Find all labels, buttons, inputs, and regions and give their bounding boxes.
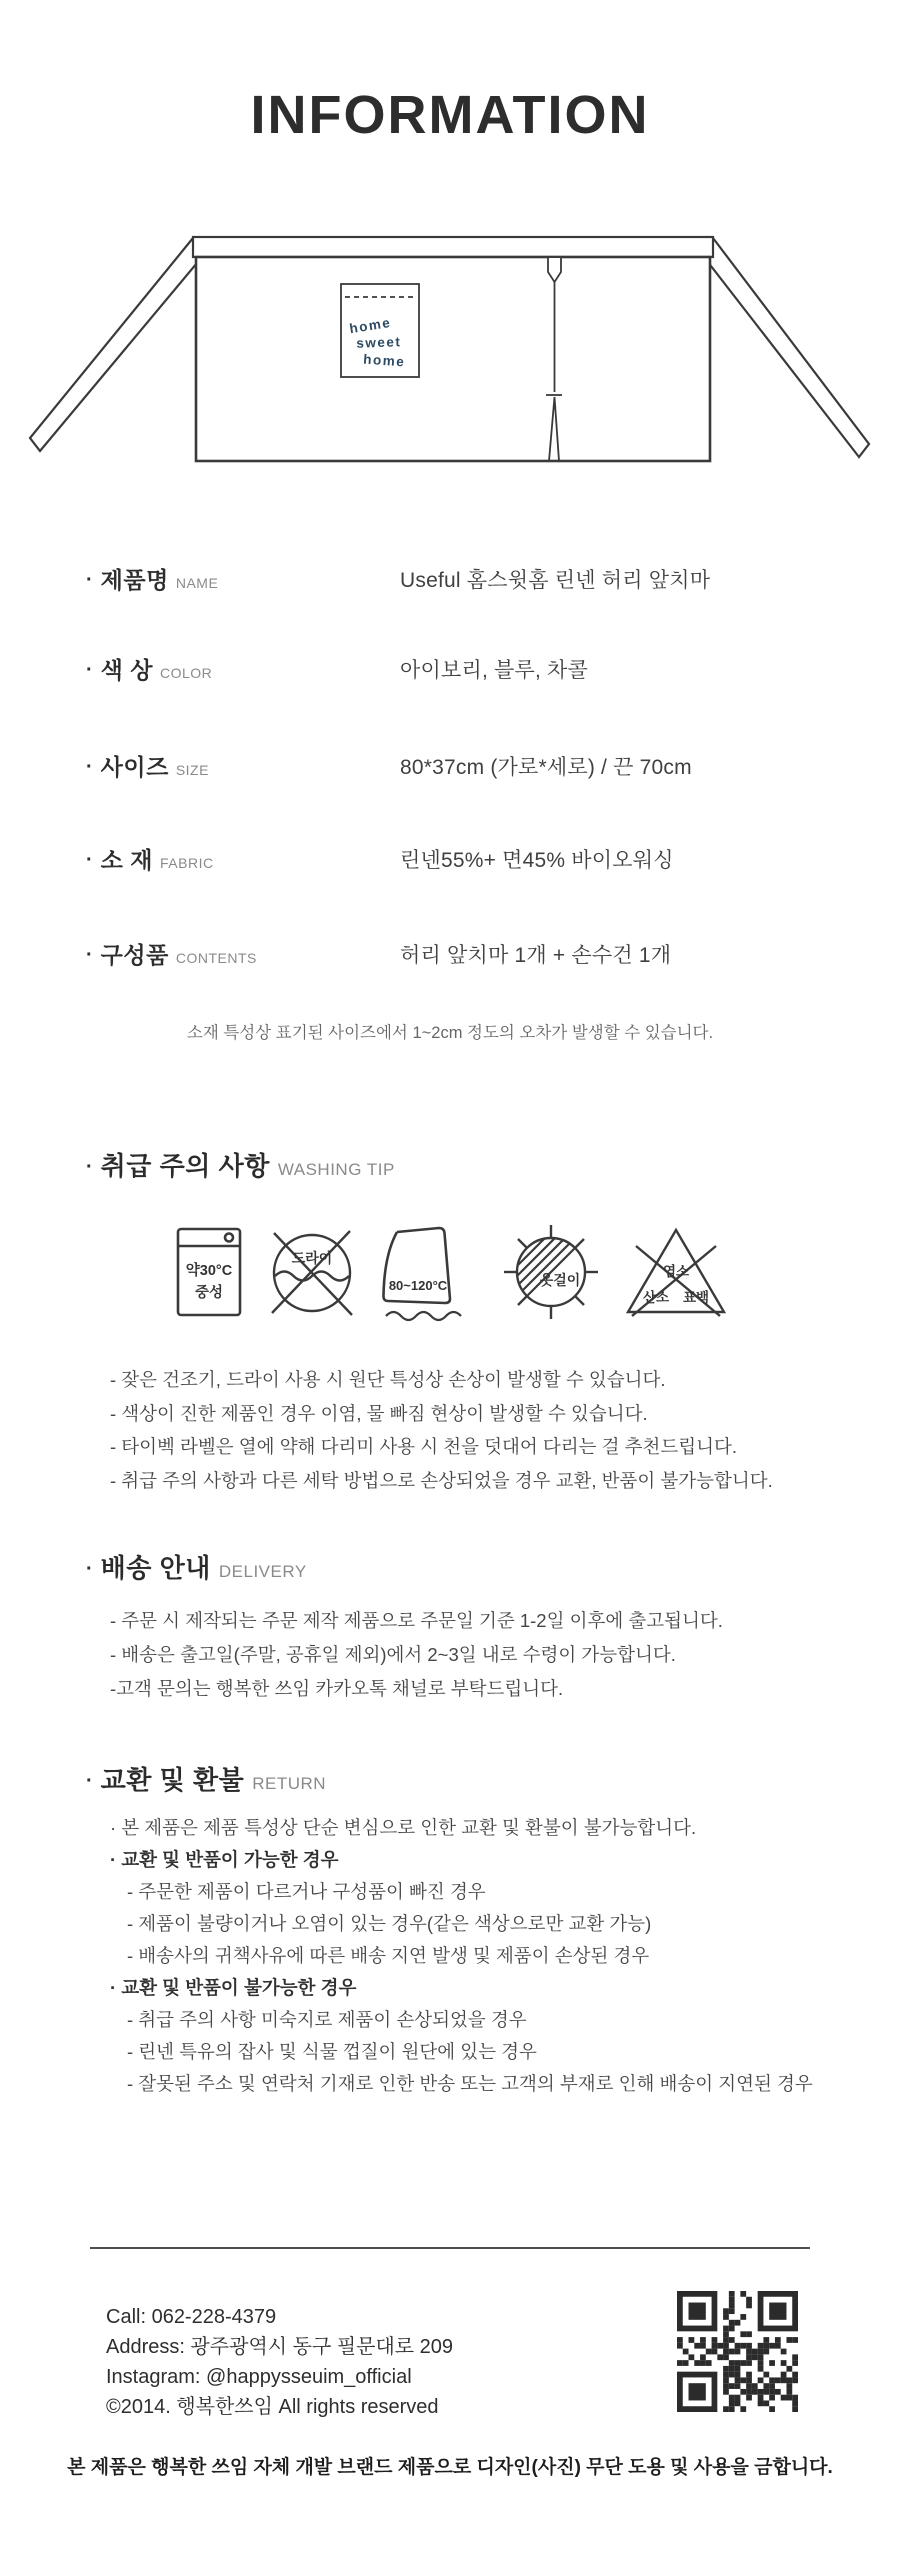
bullet: ·: [86, 944, 93, 966]
svg-text:sweet: sweet: [356, 334, 402, 351]
spec-label-en: COLOR: [160, 665, 213, 681]
bullet: ·: [86, 659, 93, 681]
footer-divider: [90, 2247, 810, 2249]
bullet: ·: [86, 849, 93, 871]
return-item: · 교환 및 반품이 가능한 경우: [110, 1849, 339, 1870]
return-policy-list: [110, 1812, 813, 2100]
apron-right-tie: [704, 238, 869, 457]
footer-address: Address: 광주광역시 동구 필문대로 209: [106, 2336, 454, 2358]
bullet: ·: [86, 1156, 93, 1178]
apron-waistband: [193, 237, 713, 257]
bullet: ·: [86, 1770, 93, 1792]
svg-text:home: home: [362, 351, 406, 370]
spec-row-name: [86, 562, 846, 596]
spec-label: 구성품: [100, 942, 169, 968]
washing-note: - 취급 주의 사항과 다른 세탁 방법으로 손상되었을 경우 교환, 반품이 불가능합니다.: [110, 1469, 773, 1491]
iron-temperature-icon: [381, 1220, 477, 1324]
washing-note: - 색상이 진한 제품인 경우 이염, 물 빠짐 현상이 발생할 수 있습니다.: [110, 1402, 648, 1424]
spec-row-color: [86, 652, 846, 686]
apron-illustration: [0, 218, 900, 484]
spec-row-contents: [86, 937, 846, 971]
washing-notes: [110, 1363, 773, 1497]
section-header-return: · 교환 및 환불 RETURN: [86, 1765, 327, 1795]
spec-label-en: NAME: [175, 575, 219, 591]
svg-text:home: home: [348, 314, 393, 337]
size-tolerance-note: 소재 특성상 표기된 사이즈에서 1~2cm 정도의 오차가 발생할 수 있습니다.: [186, 1024, 714, 1042]
spec-label: 색 상: [100, 657, 153, 683]
delivery-notes: [110, 1604, 723, 1706]
svg-text:산소: 산소: [642, 1290, 670, 1305]
section-header-washing: · 취급 주의 사항 WASHING TIP: [86, 1151, 395, 1181]
spec-value: Useful 홈스윗홈 린넨 허리 앞치마: [400, 569, 711, 592]
svg-text:염소: 염소: [662, 1264, 690, 1279]
delivery-note: - 배송은 출고일(주말, 공휴일 제외)에서 2~3일 내로 수령이 가능합니다.: [110, 1644, 676, 1665]
spec-value: 80*37cm (가로*세로) / 끈 70cm: [400, 756, 692, 779]
spec-value: 허리 앞치마 1개 + 손수건 1개: [400, 944, 672, 967]
section-header-delivery: · 배송 안내 DELIVERY: [86, 1553, 307, 1583]
page-title: INFORMATION: [250, 85, 650, 145]
spec-label-en: FABRIC: [160, 855, 214, 871]
spec-value: 린넨55%+ 면45% 바이오워싱: [400, 849, 674, 872]
apron-left-tie: [30, 238, 202, 451]
svg-text:약30°C: 약30°C: [185, 1263, 233, 1279]
return-item: - 주문한 제품이 다르거나 구성품이 빠진 경우: [127, 1881, 486, 1902]
no-dry-clean-icon: [266, 1225, 358, 1319]
return-item: - 린넨 특유의 잡사 및 식물 껍질이 원단에 있는 경우: [127, 2041, 537, 2062]
spec-label-en: CONTENTS: [175, 950, 257, 966]
washing-note: - 타이벡 라벨은 열에 약해 다리미 사용 시 천을 덧대어 다리는 걸 추천드립니다.: [110, 1436, 737, 1457]
hang-dry-icon: [501, 1222, 601, 1322]
footer-instagram: Instagram: @happysseuim_official: [106, 2366, 412, 2388]
spec-label: 제품명: [100, 567, 169, 593]
footer-copyright: ©2014. 행복한쓰임 All rights reserved: [106, 2396, 439, 2418]
bullet: ·: [86, 1558, 93, 1580]
bullet: ·: [86, 756, 93, 778]
footer-call: Call: 062-228-4379: [106, 2306, 277, 2328]
qr-code: [677, 2291, 798, 2412]
spec-row-size: [86, 749, 846, 783]
return-item: - 잘못된 주소 및 연락처 기재로 인한 반송 또는 고객의 부재로 인해 배송이 지연된 경우: [127, 2073, 813, 2094]
svg-text:표백: 표백: [682, 1290, 710, 1305]
apron-body: [196, 257, 710, 461]
no-bleach-icon: [624, 1224, 728, 1320]
bullet: ·: [86, 569, 93, 591]
svg-text:드라이: 드라이: [291, 1250, 332, 1266]
return-item: - 취급 주의 사항 미숙지로 제품이 손상되었을 경우: [127, 2009, 527, 2030]
return-item: - 배송사의 귀책사유에 따른 배송 지연 발생 및 제품이 손상된 경우: [127, 1945, 650, 1966]
delivery-note: - 주문 시 제작되는 주문 제작 제품으로 주문일 기준 1-2일 이후에 출고됩니다.: [110, 1610, 723, 1631]
return-item: · 본 제품은 제품 특성상 단순 변심으로 인한 교환 및 환불이 불가능합니다.: [110, 1817, 697, 1838]
svg-text:중성: 중성: [194, 1285, 224, 1301]
spec-label: 사이즈: [100, 754, 169, 780]
spec-value: 아이보리, 블루, 차콜: [400, 659, 589, 682]
spec-row-fabric: [86, 842, 846, 876]
svg-text:80~120°C: 80~120°C: [388, 1278, 448, 1293]
spec-label-en: SIZE: [175, 762, 209, 778]
return-item: · 교환 및 반품이 불가능한 경우: [110, 1977, 357, 1998]
spec-label: 소 재: [100, 847, 153, 873]
footer-contact-block: [106, 2302, 453, 2422]
svg-text:옷걸이: 옷걸이: [539, 1272, 580, 1288]
washing-note: - 잦은 건조기, 드라이 사용 시 원단 특성상 손상이 발생할 수 있습니다.: [110, 1369, 666, 1390]
delivery-note: -고객 문의는 행복한 쓰임 카카오톡 채널로 부탁드립니다.: [110, 1678, 564, 1699]
wash-30-neutral-icon: [176, 1227, 242, 1317]
care-icons-row: [176, 1220, 728, 1324]
return-item: - 제품이 불량이거나 오염이 있는 경우(같은 색상으로만 교환 가능): [127, 1913, 652, 1934]
footer-disclaimer: 본 제품은 행복한 쓰임 자체 개발 브랜드 제품으로 디자인(사진) 무단 도용 및 사용을 금합니다.: [67, 2457, 833, 2478]
